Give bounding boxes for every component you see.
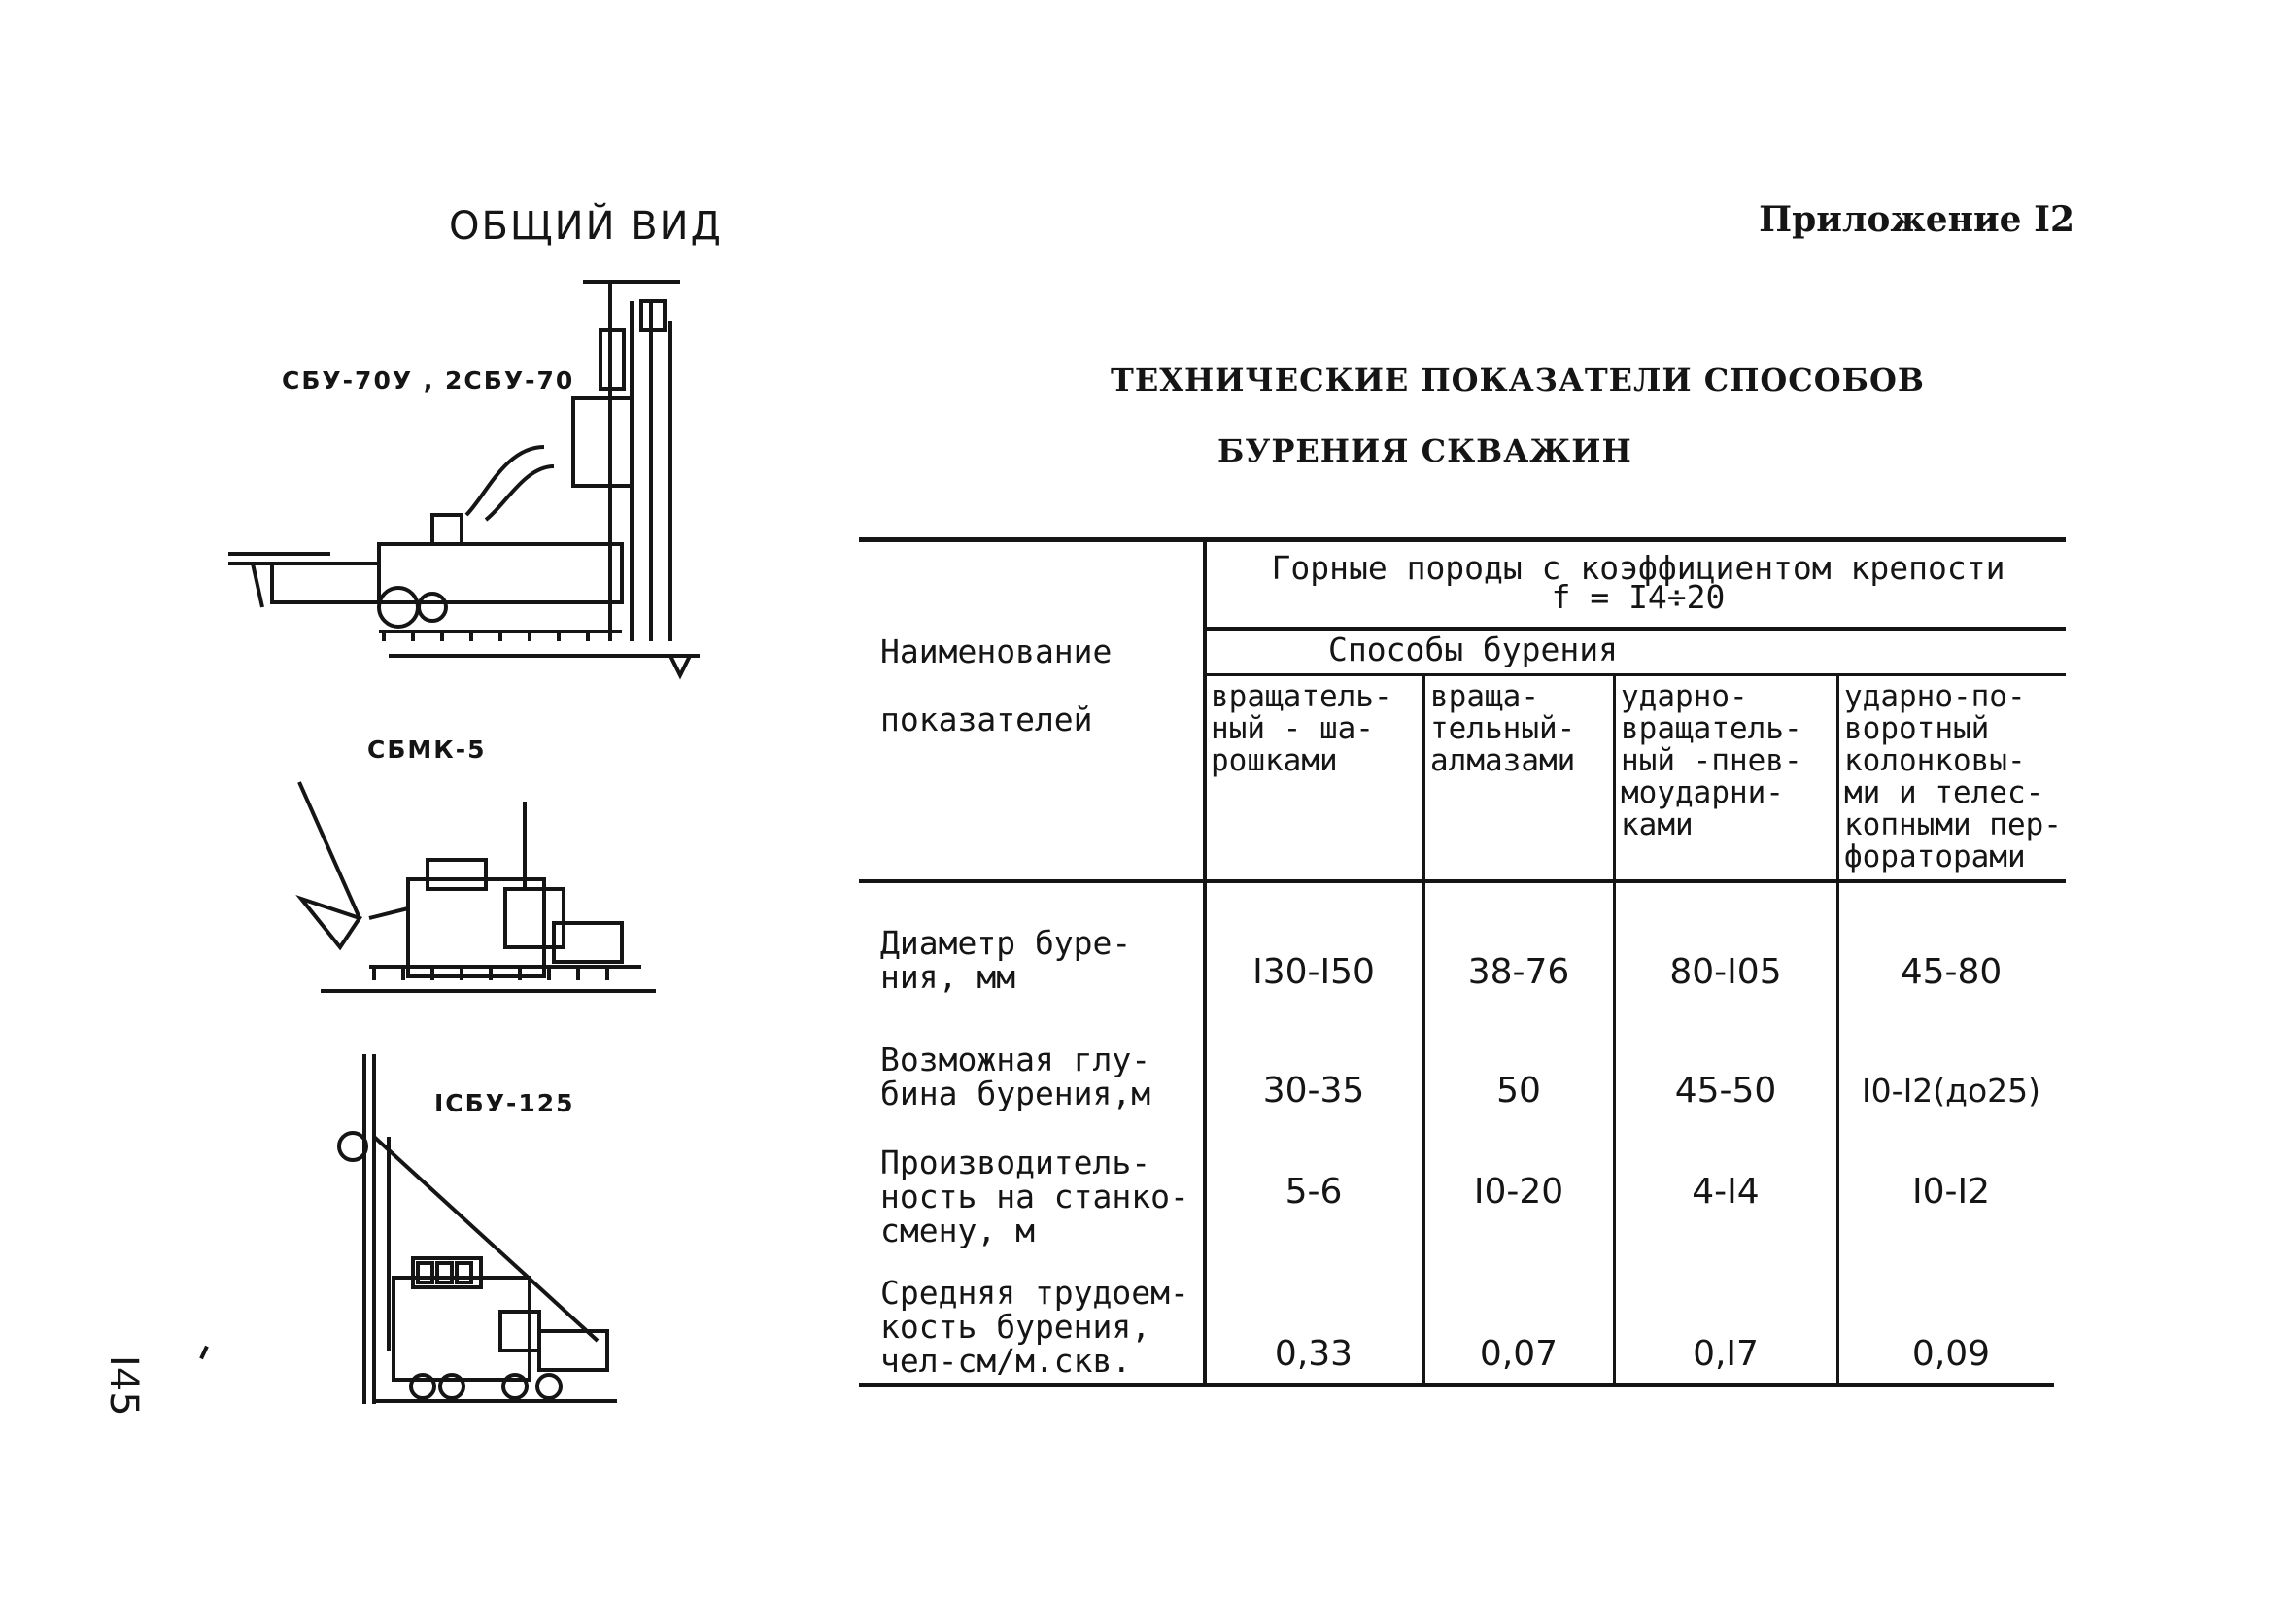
method-header-rotary-roller: вращатель- ный - ша- рошками	[1211, 679, 1392, 778]
productivity-value-1: 5-6	[1285, 1172, 1343, 1212]
indicator-header: Наименование показателей	[880, 633, 1113, 738]
productivity-value-3: 4-I4	[1692, 1172, 1760, 1212]
method-column-rule-3	[1836, 675, 1839, 1385]
diameter-value-4: 45-80	[1900, 952, 2003, 992]
labor-value-2: 0,07	[1479, 1334, 1559, 1374]
labor-value-4: 0,09	[1911, 1334, 1991, 1374]
row-name-productivity: Производитель- ность на станко- смену, м	[880, 1144, 1189, 1249]
drill-rig-1sbu125-drawing	[316, 1049, 627, 1409]
diameter-value-1: I30-I50	[1252, 952, 1375, 992]
depth-value-3: 45-50	[1674, 1071, 1777, 1111]
overview-title: ОБЩИЙ ВИД	[449, 204, 723, 249]
table-top-rule	[859, 537, 2066, 542]
document-title-line2: БУРЕНИЯ СКВАЖИН	[1217, 432, 1632, 469]
document-title-line1: ТЕХНИЧЕСКИЕ ПОКАЗАТЕЛИ СПОСОБОВ	[1111, 361, 1925, 398]
header-bottom-rule	[859, 879, 2066, 883]
row-name-diameter: Диаметр буре- ния, мм	[880, 924, 1132, 996]
appendix-label: Приложение I2	[1759, 199, 2074, 240]
method-header-percussive-rotational: ударно-по- воротный колонковы- ми и телес- копными пер- фораторами	[1844, 679, 2062, 874]
method-header-percussive-rotary: ударно- вращатель- ный -пнев- моударни- ками	[1621, 679, 1802, 842]
drilling-methods-table	[859, 537, 2066, 1392]
diameter-value-3: 80-I05	[1669, 952, 1782, 992]
method-header-rotary-diamond: враща- тельный- алмазами	[1430, 679, 1576, 778]
drill-rig-sbu70-drawing	[214, 272, 719, 690]
diameter-value-2: 38-76	[1467, 952, 1570, 992]
rock-header: Горные породы с коэффициентом крепости f = I4÷20	[1271, 549, 2005, 616]
row-name-labor-intensity: Средняя трудоем- кость бурения, чел-см/м.скв.	[880, 1274, 1189, 1380]
method-column-rule-1	[1422, 675, 1425, 1385]
machine-label-sbmk5: СБМК-5	[367, 735, 487, 764]
depth-value-1: 30-35	[1262, 1071, 1365, 1111]
labor-value-3: 0,I7	[1693, 1334, 1759, 1374]
productivity-value-4: I0-I2	[1911, 1172, 1991, 1212]
methods-header-rule	[1203, 673, 2066, 676]
methods-header: Способы бурения	[1327, 631, 1618, 668]
machine-label-sbu70: СБУ-70У , 2СБУ-70	[282, 366, 575, 394]
drill-rig-sbmk5-drawing	[282, 772, 670, 1010]
page-number: I45	[101, 1355, 146, 1417]
row-name-depth: Возможная глу- бина бурения,м	[880, 1041, 1151, 1112]
page-mark	[199, 1346, 209, 1359]
machine-label-1sbu125: IСБУ-125	[434, 1089, 575, 1117]
depth-value-2: 50	[1496, 1071, 1541, 1111]
productivity-value-2: I0-20	[1473, 1172, 1564, 1212]
labor-value-1: 0,33	[1274, 1334, 1354, 1374]
depth-value-4: I0-I2(до25)	[1861, 1072, 2041, 1110]
table-bottom-rule	[859, 1383, 2054, 1387]
method-column-rule-2	[1613, 675, 1616, 1385]
